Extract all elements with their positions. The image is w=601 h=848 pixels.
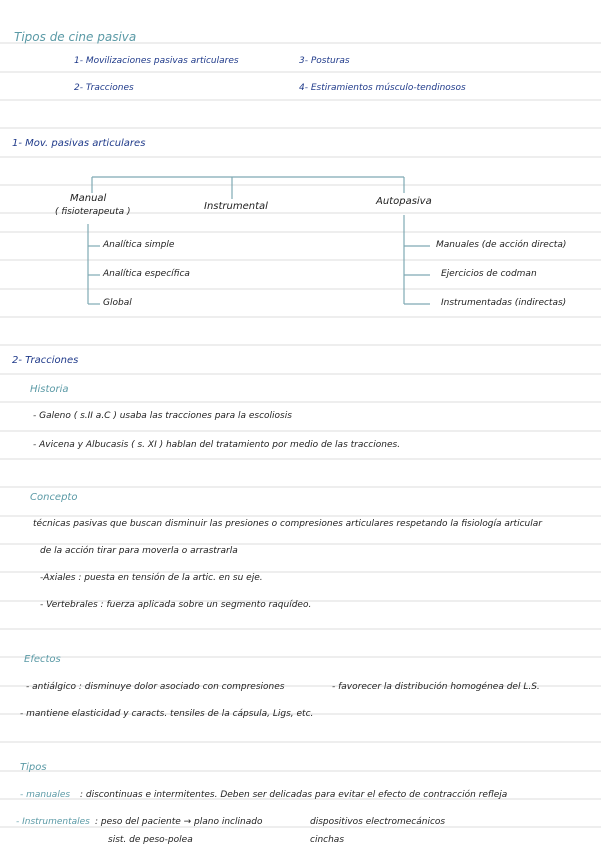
subsection-heading-historia: Historia xyxy=(30,384,69,395)
text-line: - Avicena y Albucasis ( s. XI ) hablan del tratamiento por medio de las tracciones. xyxy=(33,440,401,450)
subsection-heading-tipos: Tipos xyxy=(20,762,47,773)
section-heading: 2- Tracciones xyxy=(12,355,79,366)
list-item: 1- Movilizaciones pasivas articulares xyxy=(74,56,239,66)
text-line: técnicas pasivas que buscan disminuir las presiones o compresiones articulares respetando la fisiología articular xyxy=(33,519,542,529)
tipos-instrumentales-label: - Instrumentales xyxy=(16,817,90,827)
text-line: -Axiales : puesta en tensión de la artic. en su eje. xyxy=(40,573,263,583)
tree-leaf: Analítica específica xyxy=(103,269,190,279)
tree-node-manual: Manual xyxy=(70,193,107,204)
list-item: 3- Posturas xyxy=(299,56,350,66)
tipos-manuales-label: - manuales xyxy=(20,790,71,800)
text-line: - antiálgico : disminuye dolor asociado con compresiones xyxy=(26,682,285,692)
text-line: dispositivos electromecánicos xyxy=(310,817,446,827)
text-line: sist. de peso-polea xyxy=(108,835,193,845)
tree-node-manual-sub: ( fisioterapeuta ) xyxy=(55,207,131,217)
text-line: - mantiene elasticidad y caracts. tensiles de la cápsula, Ligs, etc. xyxy=(20,709,314,719)
tree-leaf: Analítica simple xyxy=(103,240,175,250)
text-line: - favorecer la distribución homogénea del L.S. xyxy=(332,682,540,692)
text-line: - Vertebrales : fuerza aplicada sobre un segmento raquídeo. xyxy=(40,600,312,610)
text-line: : discontinuas e intermitentes. Deben ser delicadas para evitar el efecto de contracción refleja xyxy=(80,790,508,800)
subsection-heading-concepto: Concepto xyxy=(30,492,78,503)
tree-node-instrumental: Instrumental xyxy=(204,201,268,212)
text-line: de la acción tirar para moverla o arrastrarla xyxy=(40,546,238,556)
section-heading: 1- Mov. pasivas articulares xyxy=(12,138,146,149)
tree-leaf: Manuales (de acción directa) xyxy=(436,240,567,250)
page-title: Tipos de cine pasiva xyxy=(14,30,137,44)
list-item: 4- Estiramientos músculo-tendinosos xyxy=(299,83,466,93)
list-item: 2- Tracciones xyxy=(74,83,134,93)
text-line: - Galeno ( s.II a.C ) usaba las tracciones para la escoliosis xyxy=(33,411,292,421)
tree-leaf: Global xyxy=(103,298,132,308)
text-line: cinchas xyxy=(310,835,345,845)
text-line: : peso del paciente → plano inclinado xyxy=(95,817,263,827)
tree-leaf: Instrumentadas (indirectas) xyxy=(441,298,567,308)
tree-leaf: Ejercicios de codman xyxy=(441,269,537,279)
subsection-heading-efectos: Efectos xyxy=(24,654,61,665)
tree-node-autopasiva: Autopasiva xyxy=(376,196,432,207)
